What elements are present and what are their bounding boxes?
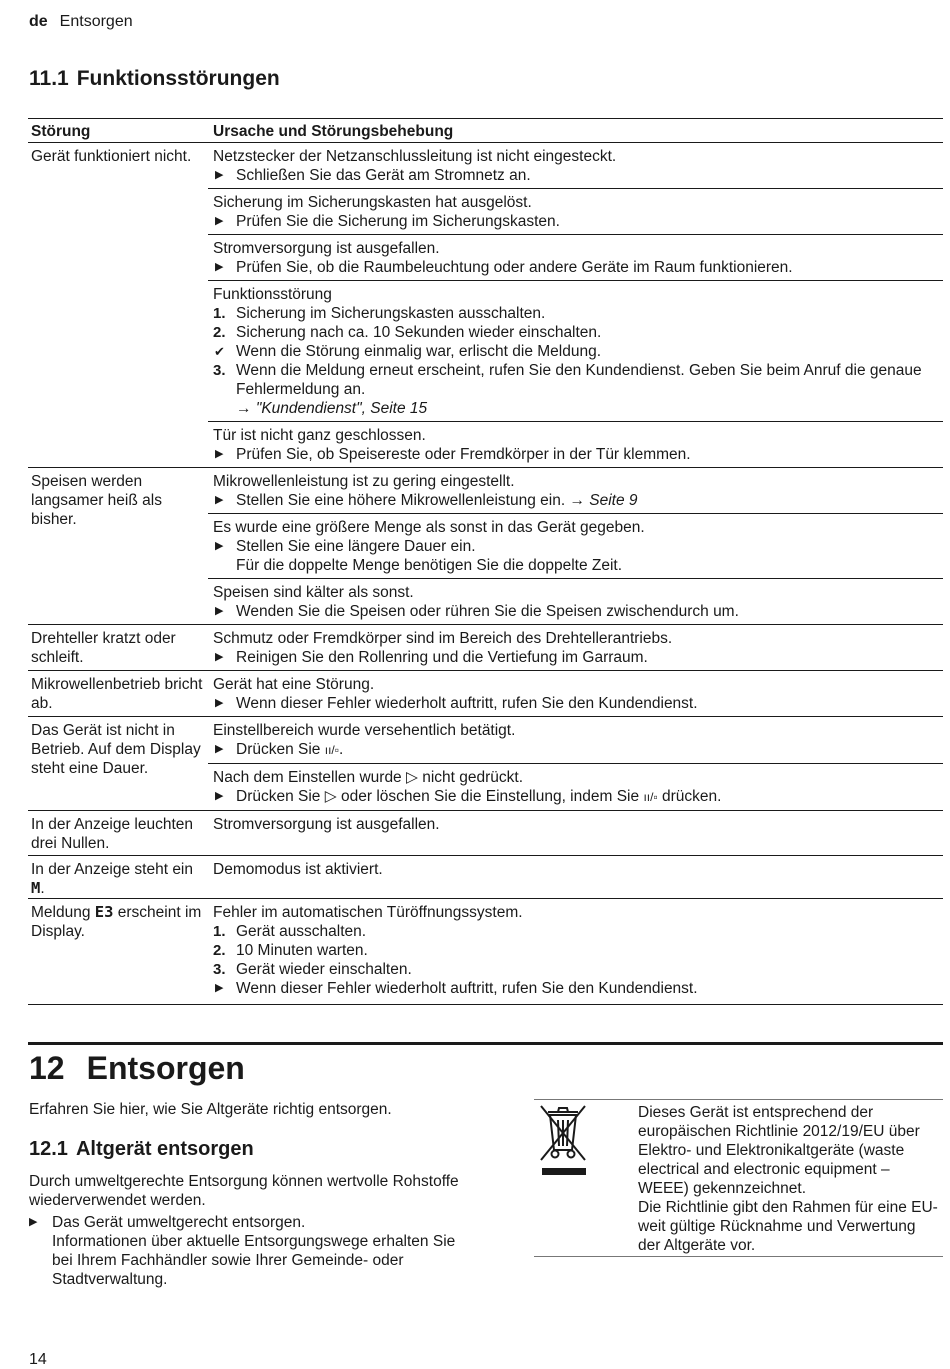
cause-cell [208, 899, 943, 1005]
cause-cell [208, 811, 943, 856]
fault-cell: Mikrowellenbetrieb bricht ab. [31, 676, 203, 712]
chapter-number: 12 [29, 1050, 65, 1086]
table-row [28, 625, 943, 671]
cause-text: Tür ist nicht ganz geschlossen. [213, 427, 426, 444]
cause-text: Stromversorgung ist ausgefallen. [213, 816, 440, 833]
weee-info-box [534, 1099, 943, 1257]
table-row [28, 717, 943, 811]
cause-cell [208, 717, 943, 811]
cause-text: Mikrowellenleistung ist zu gering eingestellt. [213, 473, 515, 490]
table-row [28, 143, 943, 468]
cause-text: Stromversorgung ist ausgefallen. [213, 240, 440, 257]
remedy-step: ▶ Reinigen Sie den Rollenring und die Vertiefung im Garraum. [215, 649, 648, 666]
cause-block [208, 899, 943, 1004]
play-icon: ▷ [406, 769, 418, 786]
numbered-step: 1. Sicherung im Sicherungskasten ausschalten. [213, 305, 546, 322]
disposal-step-text: Das Gerät umweltgerecht entsorgen. [52, 1214, 306, 1231]
numbered-step: 3. Wenn die Meldung erneut erscheint, rufen Sie den Kundendienst. Geben Sie beim Anruf die genaue Fehlermeldung an. [213, 362, 922, 398]
numbered-step: 2. Sicherung nach ca. 10 Sekunden wieder einschalten. [213, 324, 602, 341]
cause-text: Speisen sind kälter als sonst. [213, 584, 414, 601]
numbered-step: 1. Gerät ausschalten. [213, 923, 367, 940]
table-header-row [28, 119, 943, 143]
cause-block [208, 468, 943, 514]
table-row [28, 856, 943, 899]
table-row [28, 468, 943, 625]
table-row [28, 899, 943, 1005]
triangle-right-icon: ▶ [215, 261, 224, 273]
result-line: ✔ Wenn die Störung einmalig war, erlischt die Meldung. [214, 343, 602, 360]
triangle-right-icon: ▶ [215, 605, 224, 617]
subsection-title [29, 1140, 254, 1159]
remedy-step: ▶ Prüfen Sie, ob die Raumbeleuchtung oder andere Geräte im Raum funktionieren. [215, 259, 793, 276]
triangle-right-icon: ▶ [215, 494, 224, 506]
cause-text: Schmutz oder Fremdkörper sind im Bereich des Drehtellerantriebs. [213, 630, 673, 647]
fault-cell: In der Anzeige leuchten drei Nullen. [31, 816, 194, 852]
section-number: 11.1 [29, 67, 69, 90]
subsection-number: 12.1 [29, 1138, 68, 1160]
numbered-step: 2. 10 Minuten warten. [213, 942, 368, 959]
cause-text: Demomodus ist aktiviert. [213, 861, 383, 878]
table-row [28, 811, 943, 856]
remedy-step: ▶ Drücken Sie ıı/▫. [215, 741, 344, 758]
remedy-step: ▶ Prüfen Sie die Sicherung im Sicherungskasten. [215, 213, 560, 230]
cause-block [208, 671, 943, 716]
cause-cell [208, 625, 943, 671]
weee-text [638, 1103, 940, 1255]
cause-block [208, 235, 943, 281]
cause-block [208, 514, 943, 579]
fault-cell: Meldung E3 erscheint im Display. [31, 903, 202, 940]
remedy-step: ▶ Schließen Sie das Gerät am Stromnetz an. [215, 167, 531, 184]
section-title-text: Funktionsstörungen [76, 67, 280, 90]
cause-block [208, 189, 943, 235]
numbered-step: 3. Gerät wieder einschalten. [213, 961, 412, 978]
chapter-divider [28, 1042, 943, 1045]
cause-block [208, 717, 943, 764]
triangle-right-icon: ▶ [215, 982, 224, 994]
remedy-note: Für die doppelte Menge benötigen Sie die doppelte Zeit. [236, 557, 623, 574]
remedy-step: ▶ Wenn dieser Fehler wiederholt auftritt, rufen Sie den Kundendienst. [215, 980, 698, 997]
fault-cell: Drehteller kratzt oder schleift. [31, 630, 176, 666]
play-icon: ▷ [324, 788, 337, 805]
display-symbol: E3 [94, 903, 114, 921]
section-title [29, 69, 280, 88]
cause-block [208, 811, 943, 855]
remedy-step: ▶ Drücken Sie ▷ oder löschen Sie die Einstellung, indem Sie ıı/▫ drücken. [215, 788, 722, 805]
crossed-out-wheelie-bin-icon [538, 1102, 588, 1178]
triangle-right-icon: ▶ [215, 169, 224, 181]
remedy-step: ▶ Stellen Sie eine höhere Mikrowellenleistung ein. → Seite 9 [215, 492, 638, 509]
check-icon: ✔ [214, 344, 225, 359]
disposal-step-note: Informationen über aktuelle Entsorgungswege erhalten Sie bei Ihrem Fachhändler sowie Ihrer Gemeinde- oder Stadtverwaltung. [52, 1233, 456, 1288]
remedy-step: ▶ Wenn dieser Fehler wiederholt auftritt, rufen Sie den Kundendienst. [215, 695, 698, 712]
cause-text: Nach dem Einstellen wurde ▷ nicht gedrückt. [213, 769, 524, 786]
arrow-right-icon: → [236, 400, 256, 417]
cause-block [208, 764, 943, 810]
cause-text: Sicherung im Sicherungskasten hat ausgelöst. [213, 194, 532, 211]
chapter-intro: Erfahren Sie hier, wie Sie Altgeräte richtig entsorgen. [29, 1101, 392, 1118]
subsection-text: Durch umweltgerechte Entsorgung können wertvolle Rohstoffe wiederverwendet werden. [29, 1173, 459, 1209]
cause-block [208, 579, 943, 624]
cause-text: Einstellbereich wurde versehentlich betätigt. [213, 722, 516, 739]
cause-text: Fehler im automatischen Türöffnungssystem. [213, 904, 523, 921]
col-header-fault: Störung [31, 123, 91, 140]
cause-text: Es wurde eine größere Menge als sonst in das Gerät gegeben. [213, 519, 645, 536]
fault-cell: Das Gerät ist nicht in Betrieb. Auf dem Display steht eine Dauer. [31, 722, 201, 777]
col-header-cause: Ursache und Störungsbehebung [213, 123, 454, 140]
triangle-right-icon: ▶ [215, 448, 224, 460]
cross-reference[interactable]: Seite 9 [589, 492, 638, 509]
disposal-step [29, 1213, 479, 1289]
weee-paragraph: Dieses Gerät ist entsprechend der europäischen Richtlinie 2012/19/EU über Elektro- und Elektronikaltgeräte (waste electrical and electronic equipment – WEEE) gekennzeichnet. [638, 1104, 920, 1197]
triangle-right-icon: ▶ [215, 697, 224, 709]
triangle-right-icon: ▶ [215, 215, 224, 227]
fault-table [28, 118, 943, 1005]
triangle-right-icon: ▶ [215, 540, 224, 552]
fault-cell: Gerät funktioniert nicht. [31, 148, 192, 165]
cause-block [208, 143, 943, 189]
triangle-right-icon: ▶ [215, 790, 224, 802]
subsection-title-text: Altgerät entsorgen [75, 1138, 254, 1160]
cause-text: Netzstecker der Netzanschlussleitung ist nicht eingesteckt. [213, 148, 617, 165]
triangle-right-icon: ▶ [29, 1216, 38, 1228]
cross-reference[interactable]: → "Kundendienst", Seite 15 [236, 400, 428, 417]
cause-block [208, 856, 943, 898]
stop-pause-icon: ıı/▫ [324, 743, 340, 757]
weee-paragraph: Die Richtlinie gibt den Rahmen für eine EU-weit gültige Rücknahme und Verwertung der Altgeräte vor. [638, 1199, 938, 1254]
stop-pause-icon: ıı/▫ [643, 790, 658, 804]
cause-block [208, 422, 943, 467]
header-chapter: Entsorgen [59, 13, 133, 30]
page-header [29, 12, 133, 31]
fault-cell: In der Anzeige steht ein M. [31, 861, 194, 897]
remedy-step: ▶ Stellen Sie eine längere Dauer ein. [215, 538, 476, 555]
cause-block [208, 281, 943, 422]
display-symbol: M [31, 879, 41, 897]
remedy-step: ▶ Prüfen Sie, ob Speisereste oder Fremdkörper in der Tür klemmen. [215, 446, 691, 463]
cause-cell [208, 143, 943, 468]
chapter-title-text: Entsorgen [86, 1050, 245, 1086]
triangle-right-icon: ▶ [215, 743, 224, 755]
language-tag: de [29, 13, 48, 30]
chapter-title [29, 1049, 245, 1087]
cause-cell [208, 856, 943, 899]
page-number: 14 [29, 1351, 47, 1368]
remedy-step: ▶ Wenden Sie die Speisen oder rühren Sie die Speisen zwischendurch um. [215, 603, 739, 620]
cause-text: Funktionsstörung [213, 286, 332, 303]
cause-cell [208, 468, 943, 625]
cause-block [208, 625, 943, 670]
fault-cell: Speisen werden langsamer heiß als bisher. [31, 473, 162, 528]
triangle-right-icon: ▶ [215, 651, 224, 663]
table-row [28, 671, 943, 717]
arrow-right-icon: → [569, 492, 590, 509]
cause-cell [208, 671, 943, 717]
cause-text: Gerät hat eine Störung. [213, 676, 375, 693]
